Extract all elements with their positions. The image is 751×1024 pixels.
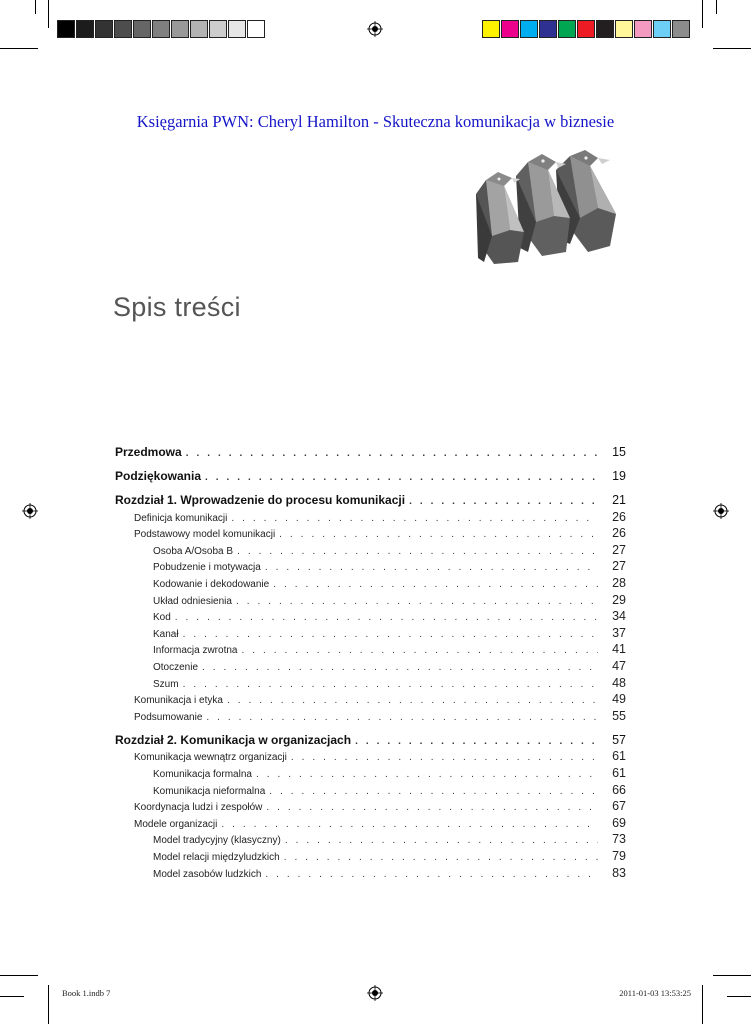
toc-entry bbox=[153, 543, 626, 557]
toc-entry-label: Rozdział 2. Komunikacja w organizacjach bbox=[115, 732, 352, 747]
toc-entry-label: Osoba A/Osoba B bbox=[153, 545, 234, 557]
bookstore-banner: Księgarnia PWN: Cheryl Hamilton - Skuteczna komunikacja w biznesie bbox=[136, 112, 615, 131]
toc-page-number: 57 bbox=[612, 732, 626, 747]
toc-entry bbox=[153, 593, 626, 607]
toc-page-number: 26 bbox=[612, 509, 626, 524]
gray-swatch bbox=[57, 20, 75, 38]
toc-dot-leader bbox=[186, 448, 598, 459]
color-swatch bbox=[558, 20, 576, 38]
toc-entry bbox=[153, 832, 626, 846]
toc-entry bbox=[134, 510, 626, 524]
toc-entry-label: Podsumowanie bbox=[134, 711, 203, 723]
color-swatch bbox=[634, 20, 652, 38]
toc-entry-label: Szum bbox=[153, 678, 179, 690]
gray-swatch bbox=[209, 20, 227, 38]
crop-mark bbox=[48, 0, 49, 28]
toc-entry bbox=[153, 766, 626, 780]
toc-page-number: 61 bbox=[612, 766, 626, 780]
toc-entry bbox=[115, 733, 626, 747]
toc-entry bbox=[153, 783, 626, 797]
gray-swatch bbox=[76, 20, 94, 38]
footer-file-slug: Book 1.indb 7 bbox=[62, 988, 111, 998]
color-swatch bbox=[615, 20, 633, 38]
toc-page-number: 79 bbox=[612, 849, 626, 863]
toc-dot-leader bbox=[231, 513, 598, 524]
toc-entry-label: Układ odniesienia bbox=[153, 595, 232, 607]
toc-dot-leader bbox=[265, 562, 598, 573]
crop-mark bbox=[716, 0, 717, 14]
crop-mark bbox=[0, 996, 24, 997]
toc-dot-leader bbox=[241, 645, 598, 656]
toc-dot-leader bbox=[202, 662, 598, 673]
toc-dot-leader bbox=[256, 769, 598, 780]
toc-entry-label: Komunikacja formalna bbox=[153, 769, 252, 780]
registration-mark-icon bbox=[713, 503, 729, 519]
toc-page-number: 69 bbox=[612, 815, 626, 830]
color-swatch bbox=[672, 20, 690, 38]
toc-dot-leader bbox=[355, 736, 598, 747]
toc-entry bbox=[153, 576, 626, 590]
toc-entry bbox=[153, 659, 626, 673]
crop-mark bbox=[702, 0, 703, 28]
toc-page-number: 73 bbox=[612, 832, 626, 847]
registration-mark-icon bbox=[367, 21, 383, 37]
toc-page-number: 48 bbox=[612, 675, 626, 690]
crop-mark bbox=[0, 975, 38, 976]
toc-dot-leader bbox=[175, 612, 598, 623]
toc-entry-label: Komunikacja i etyka bbox=[134, 695, 223, 707]
grayscale-color-bar bbox=[57, 20, 266, 38]
gray-swatch bbox=[133, 20, 151, 38]
toc-dot-leader bbox=[285, 835, 598, 846]
gray-swatch bbox=[152, 20, 170, 38]
toc-entry-label: Podziękowania bbox=[115, 469, 202, 483]
crop-mark bbox=[713, 975, 751, 976]
toc-dot-leader bbox=[221, 819, 598, 830]
toc-page-number: 47 bbox=[612, 659, 626, 673]
crop-mark bbox=[35, 0, 36, 14]
toc-entry bbox=[153, 626, 626, 640]
toc-entry bbox=[153, 609, 626, 623]
registration-mark-icon bbox=[22, 503, 38, 519]
toc-entry bbox=[134, 749, 626, 763]
toc-entry-label: Model tradycyjny (klasyczny) bbox=[153, 835, 281, 847]
toc-page-number: 83 bbox=[612, 865, 626, 880]
toc-entry-label: Otoczenie bbox=[153, 662, 199, 673]
toc-entry bbox=[153, 866, 626, 880]
toc-dot-leader bbox=[227, 695, 598, 706]
crop-mark bbox=[48, 985, 49, 1024]
toc-page-number: 49 bbox=[612, 692, 626, 707]
toc-entry-label: Kanał bbox=[153, 628, 179, 640]
color-swatch bbox=[501, 20, 519, 38]
toc-dot-leader bbox=[284, 852, 598, 863]
toc-page-number: 28 bbox=[612, 576, 626, 590]
toc-dot-leader bbox=[183, 679, 598, 690]
toc-page-number: 29 bbox=[612, 592, 626, 607]
color-swatch bbox=[482, 20, 500, 38]
toc-entry-label: Kod bbox=[153, 612, 171, 624]
color-swatch bbox=[577, 20, 595, 38]
toc-entry-label: Kodowanie i dekodowanie bbox=[153, 579, 270, 590]
crop-mark bbox=[727, 996, 751, 997]
gray-swatch bbox=[247, 20, 265, 38]
toc-entry bbox=[134, 799, 626, 813]
toc-dot-leader bbox=[291, 752, 598, 763]
crop-mark bbox=[0, 48, 38, 49]
registration-mark-icon bbox=[367, 985, 383, 1001]
toc-dot-leader bbox=[269, 786, 598, 797]
toc-page-number: 41 bbox=[612, 642, 626, 657]
toc-page-number: 27 bbox=[612, 559, 626, 574]
toc-page-number: 27 bbox=[612, 542, 626, 557]
toc-entry bbox=[153, 849, 626, 863]
color-swatch bbox=[596, 20, 614, 38]
gray-swatch bbox=[228, 20, 246, 38]
gray-swatch bbox=[114, 20, 132, 38]
toc-page-number: 66 bbox=[612, 782, 626, 797]
color-swatch bbox=[653, 20, 671, 38]
toc-dot-leader bbox=[183, 629, 598, 640]
process-color-bar bbox=[482, 20, 691, 38]
toc-entry-label: Pobudzenie i motywacja bbox=[153, 562, 261, 574]
toc-entry-label: Model relacji międzyludzkich bbox=[153, 852, 280, 863]
gray-swatch bbox=[171, 20, 189, 38]
footer-timestamp: 2011-01-03 13:53:25 bbox=[619, 988, 691, 998]
toc-entry-label: Informacja zwrotna bbox=[153, 645, 238, 657]
toc-entry-label: Podstawowy model komunikacji bbox=[134, 529, 276, 541]
toc-entry bbox=[153, 642, 626, 656]
color-swatch bbox=[520, 20, 538, 38]
toc-entry-label: Model zasobów ludzkich bbox=[153, 868, 262, 880]
origami-penguins-illustration bbox=[470, 148, 620, 266]
toc-entry-label: Komunikacja nieformalna bbox=[153, 785, 266, 797]
toc-entry bbox=[134, 816, 626, 830]
toc-entry bbox=[134, 692, 626, 706]
toc-entry bbox=[134, 526, 626, 540]
toc-entry bbox=[115, 445, 626, 459]
toc-dot-leader bbox=[409, 496, 598, 507]
toc-page-number: 21 bbox=[612, 493, 626, 507]
toc-page-number: 19 bbox=[612, 469, 626, 483]
toc-page-number: 15 bbox=[612, 445, 626, 459]
toc-entry bbox=[115, 493, 626, 507]
toc-dot-leader bbox=[236, 596, 598, 607]
toc-heading: Spis treści bbox=[113, 292, 241, 322]
toc-dot-leader bbox=[205, 472, 598, 483]
toc-dot-leader bbox=[206, 712, 598, 723]
toc-entry-label: Komunikacja wewnątrz organizacji bbox=[134, 752, 287, 764]
crop-mark bbox=[713, 48, 751, 49]
toc-dot-leader bbox=[265, 869, 598, 880]
crop-mark bbox=[702, 985, 703, 1024]
toc-entry-label: Modele organizacji bbox=[134, 818, 218, 830]
gray-swatch bbox=[190, 20, 208, 38]
toc-page-number: 55 bbox=[612, 708, 626, 723]
toc-entry bbox=[134, 709, 626, 723]
toc-entry bbox=[153, 559, 626, 573]
gray-swatch bbox=[95, 20, 113, 38]
toc-page-number: 67 bbox=[612, 799, 626, 814]
toc-dot-leader bbox=[279, 529, 598, 540]
toc-entry-label: Koordynacja ludzi i zespołów bbox=[134, 802, 263, 814]
toc-entry-label: Rozdział 1. Wprowadzenie do procesu komunikacji bbox=[115, 493, 406, 507]
toc-page-number: 34 bbox=[612, 609, 626, 624]
toc-page-number: 37 bbox=[612, 625, 626, 640]
toc-page-number: 61 bbox=[612, 749, 626, 764]
toc-page-number: 26 bbox=[612, 526, 626, 541]
color-swatch bbox=[539, 20, 557, 38]
toc-dot-leader bbox=[273, 579, 598, 590]
toc-entry-label: Definicja komunikacji bbox=[134, 512, 228, 524]
toc-entry bbox=[115, 469, 626, 483]
toc-entry-label: Przedmowa bbox=[115, 445, 182, 459]
toc-entry bbox=[153, 676, 626, 690]
toc-dot-leader bbox=[237, 546, 598, 557]
toc-dot-leader bbox=[266, 802, 598, 813]
